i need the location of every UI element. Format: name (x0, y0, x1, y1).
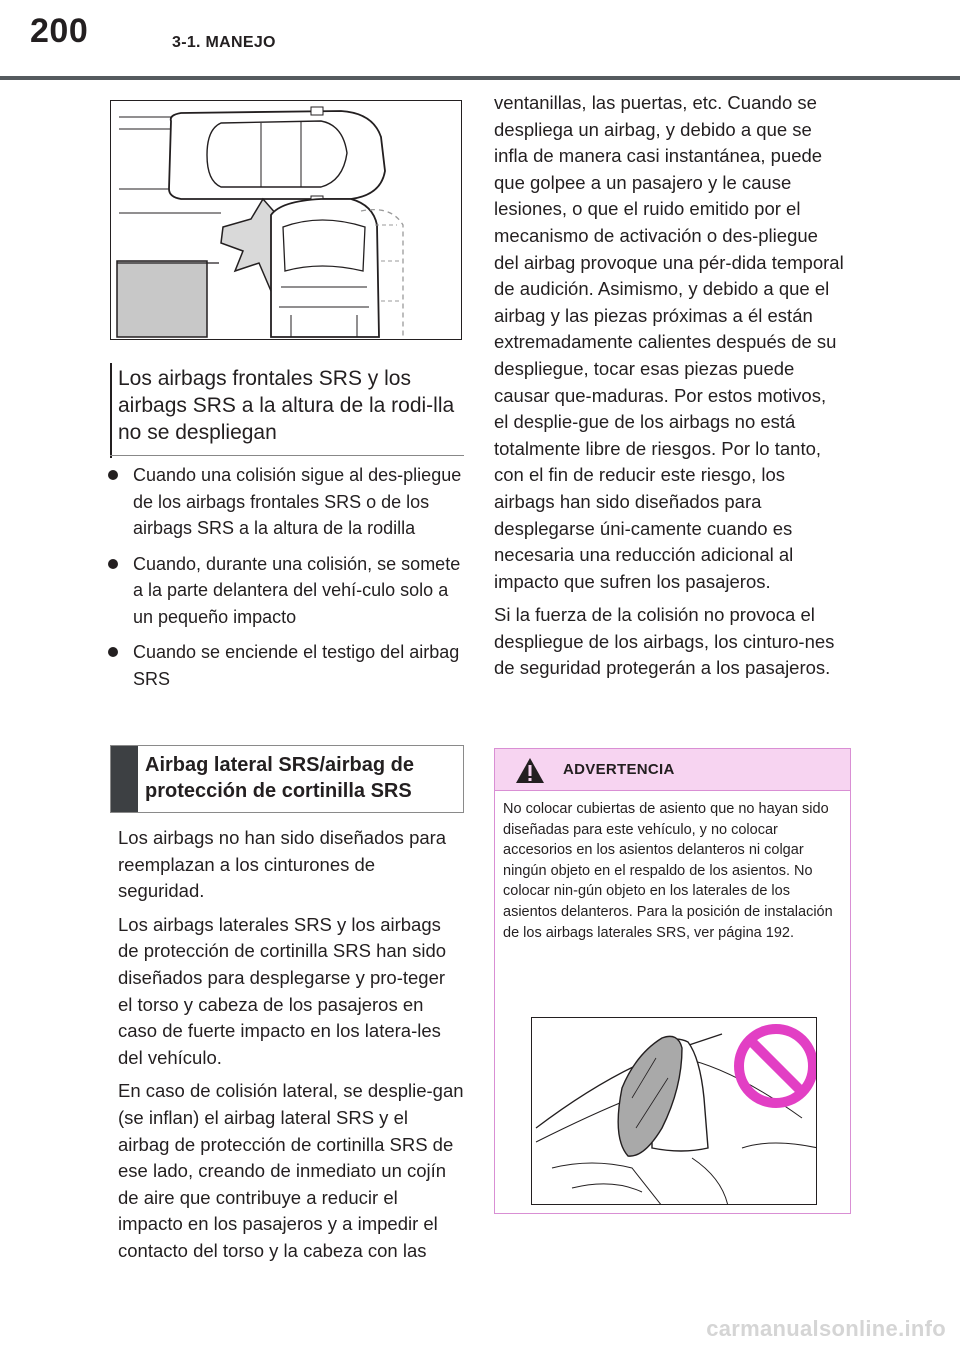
caption-divider (110, 455, 464, 456)
car-collision-drawing (111, 101, 462, 340)
body-paragraph: ventanillas, las puertas, etc. Cuando se despliega un airbag, y debido a que se infla de manera casi instantánea, puede que golpee a un pasajero y le cause lesiones, o que el ruido emitido por el mecanismo de activación o des-pliegue del airbag provoque una pér-dida temporal de audición. Asimismo, y debido a que el airbag y las piezas próximas a él están extremadamente calientes después de su despliegue, tocar esas piezas puede causar que-maduras. Por estos motivos, el desplie-gue de los airbags no está totalmente libre de riesgos. Por lo tanto, con el fin de reducir este riesgo, los airbags han sido diseñados para desplegarse úni-camente cuando es necesaria una reducción adicional al impacto que sufren los pasajeros. (494, 92, 844, 592)
bullet-dot-icon (108, 559, 118, 569)
body-paragraph: Los airbags laterales SRS y los airbags de protección de cortinilla SRS han sido diseñados para desplegarse y pro-teger el torso y cabeza de los pasajeros en caso de fuerte impacto en los latera-les del vehículo. (118, 913, 447, 1068)
collision-illustration (110, 100, 462, 340)
section-heading: Airbag lateral SRS/airbag de protección de cortinilla SRS (145, 754, 414, 802)
warning-title: ADVERTENCIA (563, 761, 675, 778)
warning-header (495, 749, 850, 791)
section-heading-box (110, 745, 464, 813)
bullet-item (106, 462, 462, 542)
page-header (0, 0, 960, 80)
section-title: 3-1. MANEJO (172, 34, 276, 51)
warning-box (494, 748, 851, 1214)
bullet-dot-icon (108, 647, 118, 657)
caption-accent-bar (110, 363, 112, 458)
heading-tab (111, 746, 138, 812)
body-paragraph: Si la fuerza de la colisión no provoca el despliegue de los airbags, los cinturo-nes de seguridad protegerán a los pasajeros. (494, 604, 835, 679)
bullet-text: Cuando una colisión sigue al des-pliegue de los airbags frontales SRS o de los airbags SRS a la altura de la rodilla (133, 465, 462, 538)
body-paragraph: Los airbags no han sido diseñados para reemplazan a los cinturones de seguridad. (118, 827, 447, 902)
seat-illustration (531, 1017, 817, 1205)
moving-car (169, 107, 385, 204)
wall-block (117, 261, 207, 337)
bullet-list (106, 462, 462, 701)
page-number: 200 (30, 12, 89, 50)
hit-car (271, 199, 379, 337)
bullet-text: Cuando, durante una colisión, se somete a la parte delantera del vehí-culo solo a un pequeño impacto (133, 553, 461, 627)
bullet-item (106, 551, 462, 631)
warning-text: No colocar cubiertas de asiento que no hayan sido diseñadas para este vehículo, y no colocar accesorios en los asientos delanteros ni colgar ningún objeto en el respaldo de los asientos. No colocar nin-gún objeto en los laterales de los asientos delanteros. Para la posición de instalación de los airbags laterales SRS, ver página 192. (503, 801, 833, 941)
figure-caption: Los airbags frontales SRS y los airbags SRS a la altura de la rodi-lla no se despliegan (118, 367, 455, 444)
prohibition-icon (739, 1029, 813, 1103)
warning-triangle-icon (515, 757, 545, 784)
bullet-dot-icon (108, 470, 118, 480)
left-column-body (118, 825, 464, 1272)
seat-cover-drawing (532, 1018, 817, 1205)
header-rule (0, 76, 960, 80)
right-column-body (494, 90, 844, 689)
bullet-item (106, 639, 462, 692)
watermark: carmanualsonline.info (706, 1316, 946, 1341)
body-paragraph: En caso de colisión lateral, se desplie-gan (se inflan) el airbag lateral SRS y el airbag de protección de cortinilla SRS de ese lado, creando de inmediato un cojín de aire que contribuye a reducir el impacto en los pasajeros y a impedir el contacto del torso y la cabeza con las (118, 1080, 464, 1261)
bullet-text: Cuando se enciende el testigo del airbag SRS (133, 642, 460, 689)
